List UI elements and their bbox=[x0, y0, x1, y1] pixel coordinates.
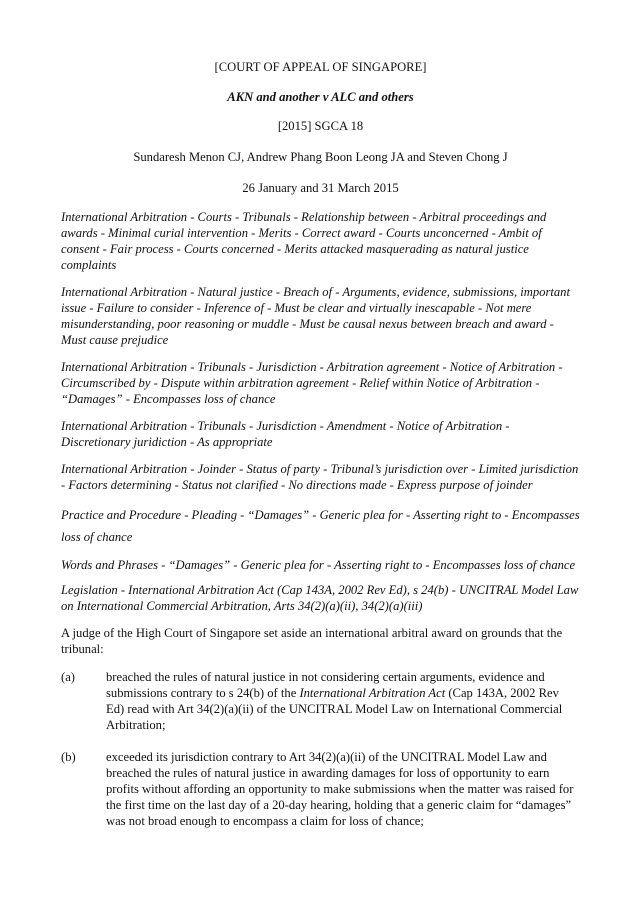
catchword-paragraph: International Arbitration - Joinder - Status of party - Tribunal’s jurisdiction over - Limited jurisdiction - Factors determining - Status not clarified - No directions made - Express purpose of joinder bbox=[61, 462, 579, 492]
headnote-intro: A judge of the High Court of Singapore set aside an international arbitral award on grounds that the tribunal: bbox=[61, 626, 563, 656]
court-name: [COURT OF APPEAL OF SINGAPORE] bbox=[214, 60, 427, 74]
catchword-paragraph: Legislation - International Arbitration Act (Cap 143A, 2002 Rev Ed), s 24(b) - UNCITRAL Model Law on International Commercial Arbitration, Arts 34(2)(a)(ii), 34(2)(a)(iii) bbox=[61, 583, 579, 613]
case-citation: [2015] SGCA 18 bbox=[277, 119, 364, 133]
statute-name: International Arbitration Act bbox=[299, 686, 446, 700]
list-item-text bbox=[106, 669, 580, 733]
list-item-text-part: breached the rules of natural justice in not considering certain arguments, evidence and submissions contrary to s 24(b) of the bbox=[106, 670, 545, 700]
list-item bbox=[61, 749, 580, 829]
catchword-paragraph: International Arbitration - Natural justice - Breach of - Arguments, evidence, submissions, important issue - Failure to consider - Inference of - Must be clear and virtually inescapable - Not mere misunderstanding, poor reasoning or muddle - Must be causal nexus between breach and award - Must cause prejudice bbox=[61, 285, 570, 347]
catchword-paragraph: International Arbitration - Courts - Tribunals - Relationship between - Arbitral proceedings and awards - Minimal curial intervention - Merits - Correct award - Courts unconcerned - Ambit of consent - Fair process - Courts concerned - Merits attacked masquerading as natural justice complaints bbox=[61, 210, 547, 272]
coram: Sundaresh Menon CJ, Andrew Phang Boon Leong JA and Steven Chong J bbox=[133, 150, 508, 164]
case-title: AKN and another v ALC and others bbox=[227, 90, 414, 104]
catchword-paragraph: Practice and Procedure - Pleading - “Damages” - Generic plea for - Asserting right to - Encompasses loss of chance bbox=[61, 508, 580, 544]
list-item-text-part: (Cap 143A, 2002 Rev Ed) read with Art 34(2)(a)(ii) of the UNCITRAL Model Law on International Commercial Arbitration; bbox=[106, 686, 563, 732]
list-item-label: (b) bbox=[61, 750, 76, 764]
hearing-dates: 26 January and 31 March 2015 bbox=[242, 181, 399, 195]
catchword-paragraph: Words and Phrases - “Damages” - Generic plea for - Asserting right to - Encompasses loss of chance bbox=[61, 558, 576, 572]
catchword-paragraph: International Arbitration - Tribunals - Jurisdiction - Arbitration agreement - Notice of Arbitration - Circumscribed by - Dispute within arbitration agreement - Relief within Notice of Arbitration - “Damages” - Encompasses loss of chance bbox=[61, 360, 563, 406]
list-item bbox=[61, 669, 580, 733]
list-item-text: exceeded its jurisdiction contrary to Art 34(2)(a)(ii) of the UNCITRAL Model Law and breached the rules of natural justice in awarding damages for loss of opportunity to earn profits without affording an opportunity to make submissions when the matter was raised for the first time on the last day of a 20-day hearing, holding that a generic claim for “damages” was not broad enough to encompass a claim for loss of chance; bbox=[106, 750, 574, 828]
catchword-paragraph: International Arbitration - Tribunals - Jurisdiction - Amendment - Notice of Arbitration - Discretionary juridiction - As appropriate bbox=[61, 419, 510, 449]
list-item-label: (a) bbox=[61, 670, 75, 684]
